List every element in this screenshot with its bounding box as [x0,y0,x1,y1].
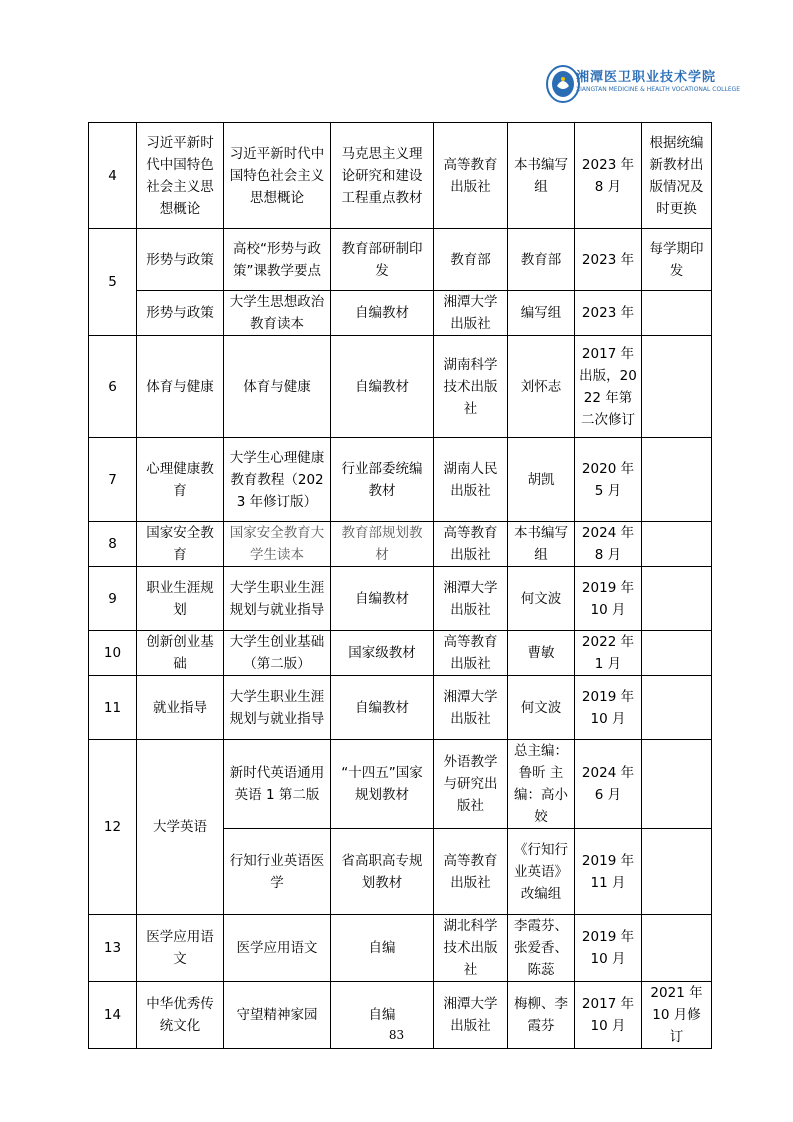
course-name: 习近平新时代中国特色社会主义思想概论 [137,123,224,229]
row-number: 5 [89,229,137,336]
textbook-type: 自编教材 [331,291,434,336]
author: 何文波 [508,567,575,631]
publisher: 高等教育出版社 [434,631,508,676]
textbook-name: 大学生职业生涯规划与就业指导 [224,567,331,631]
row-number: 12 [89,740,137,915]
author: 曹敏 [508,631,575,676]
course-name: 中华优秀传统文化 [137,982,224,1049]
course-name: 创新创业基础 [137,631,224,676]
row-number: 10 [89,631,137,676]
publish-date: 2022 年 1 月 [575,631,642,676]
textbook-name: 大学生思想政治教育读本 [224,291,331,336]
table-row [89,522,712,567]
author: 胡凯 [508,438,575,522]
remark [642,567,712,631]
textbook-type: 教育部研制印发 [331,229,434,291]
table-row [89,631,712,676]
row-number: 9 [89,567,137,631]
author: 本书编写组 [508,123,575,229]
publisher: 高等教育出版社 [434,522,508,567]
table-row [89,336,712,438]
table-row [89,438,712,522]
author: 梅柳、李霞芬 [508,982,575,1049]
table-row [89,740,712,829]
remark [642,740,712,829]
textbook-name: 守望精神家园 [224,982,331,1049]
college-name-logo: 湘潭医卫职业技术学院 [576,70,717,85]
table-row [89,291,712,336]
course-name: 就业指导 [137,676,224,740]
publisher: 高等教育出版社 [434,123,508,229]
author: 《行知行业英语》改编组 [508,829,575,915]
textbook-type: 自编 [331,982,434,1049]
table-row [89,915,712,982]
author: 教育部 [508,229,575,291]
remark: 2021 年 10 月修订 [642,982,712,1049]
publish-date: 2024 年 6 月 [575,740,642,829]
author: 总主编：鲁昕 主编：高小姣 [508,740,575,829]
author: 本书编写组 [508,522,575,567]
table-row [89,229,712,291]
college-emblem-icon [546,64,580,104]
textbook-type: 教育部规划教材 [331,522,434,567]
remark [642,291,712,336]
remark [642,336,712,438]
publish-date: 2023 年 8 月 [575,123,642,229]
publish-date: 2024 年 8 月 [575,522,642,567]
textbook-type: 行业部委统编教材 [331,438,434,522]
textbook-name: 行知行业英语医学 [224,829,331,915]
textbook-name: 医学应用语文 [224,915,331,982]
remark [642,676,712,740]
table-row [89,123,712,229]
textbook-name: 体育与健康 [224,336,331,438]
textbook-name: 大学生职业生涯规划与就业指导 [224,676,331,740]
publish-date: 2017 年 10 月 [575,982,642,1049]
publisher: 湘潭大学出版社 [434,567,508,631]
publisher: 湘潭大学出版社 [434,982,508,1049]
textbook-type: 马克思主义理论研究和建设工程重点教材 [331,123,434,229]
publish-date: 2019 年 10 月 [575,567,642,631]
remark: 每学期印发 [642,229,712,291]
remark [642,915,712,982]
textbook-type: 自编教材 [331,567,434,631]
textbook-name: 国家安全教育大学生读本 [224,522,331,567]
publish-date: 2019 年 11 月 [575,829,642,915]
author: 何文波 [508,676,575,740]
textbook-name: 大学生创业基础（第二版） [224,631,331,676]
textbook-name: 大学生心理健康教育教程（2023 年修订版） [224,438,331,522]
publish-date: 2019 年 10 月 [575,676,642,740]
publish-date: 2017 年出版，2022 年第二次修订 [575,336,642,438]
row-number: 6 [89,336,137,438]
remark [642,829,712,915]
course-name: 体育与健康 [137,336,224,438]
textbook-table [88,122,712,1049]
publisher: 湖南人民出版社 [434,438,508,522]
row-number: 7 [89,438,137,522]
textbook-type: 国家级教材 [331,631,434,676]
publish-date: 2020 年 5 月 [575,438,642,522]
textbook-name: 新时代英语通用英语 1 第二版 [224,740,331,829]
row-number: 4 [89,123,137,229]
course-name: 心理健康教育 [137,438,224,522]
publisher: 湘潭大学出版社 [434,291,508,336]
publisher: 湖北科学技术出版社 [434,915,508,982]
course-name: 国家安全教育 [137,522,224,567]
course-name: 大学英语 [137,740,224,915]
author: 刘怀志 [508,336,575,438]
textbook-type: 自编 [331,915,434,982]
publish-date: 2023 年 [575,229,642,291]
row-number: 8 [89,522,137,567]
publisher: 外语教学与研究出版社 [434,740,508,829]
publish-date: 2023 年 [575,291,642,336]
publisher: 高等教育出版社 [434,829,508,915]
remark [642,631,712,676]
course-name: 职业生涯规划 [137,567,224,631]
college-english-name: XIANGTAN MEDICINE & HEALTH VOCATIONAL COLLEGE [576,86,741,93]
publisher: 湖南科学技术出版社 [434,336,508,438]
publisher: 教育部 [434,229,508,291]
remark [642,522,712,567]
row-number: 11 [89,676,137,740]
course-name: 形势与政策 [137,291,224,336]
textbook-name: 习近平新时代中国特色社会主义思想概论 [224,123,331,229]
row-number: 13 [89,915,137,982]
author: 李霞芬、张爱香、陈蕊 [508,915,575,982]
publisher: 湘潭大学出版社 [434,676,508,740]
textbook-type: 自编教材 [331,676,434,740]
remark [642,438,712,522]
table-row [89,676,712,740]
publish-date: 2019 年 10 月 [575,915,642,982]
page-number: 83 [388,1028,405,1042]
course-name: 形势与政策 [137,229,224,291]
textbook-type: “十四五”国家规划教材 [331,740,434,829]
row-number: 14 [89,982,137,1049]
author: 编写组 [508,291,575,336]
textbook-name: 高校“形势与政策”课教学要点 [224,229,331,291]
textbook-type: 省高职高专规划教材 [331,829,434,915]
textbook-type: 自编教材 [331,336,434,438]
course-name: 医学应用语文 [137,915,224,982]
table-row [89,567,712,631]
remark: 根据统编新教材出版情况及时更换 [642,123,712,229]
